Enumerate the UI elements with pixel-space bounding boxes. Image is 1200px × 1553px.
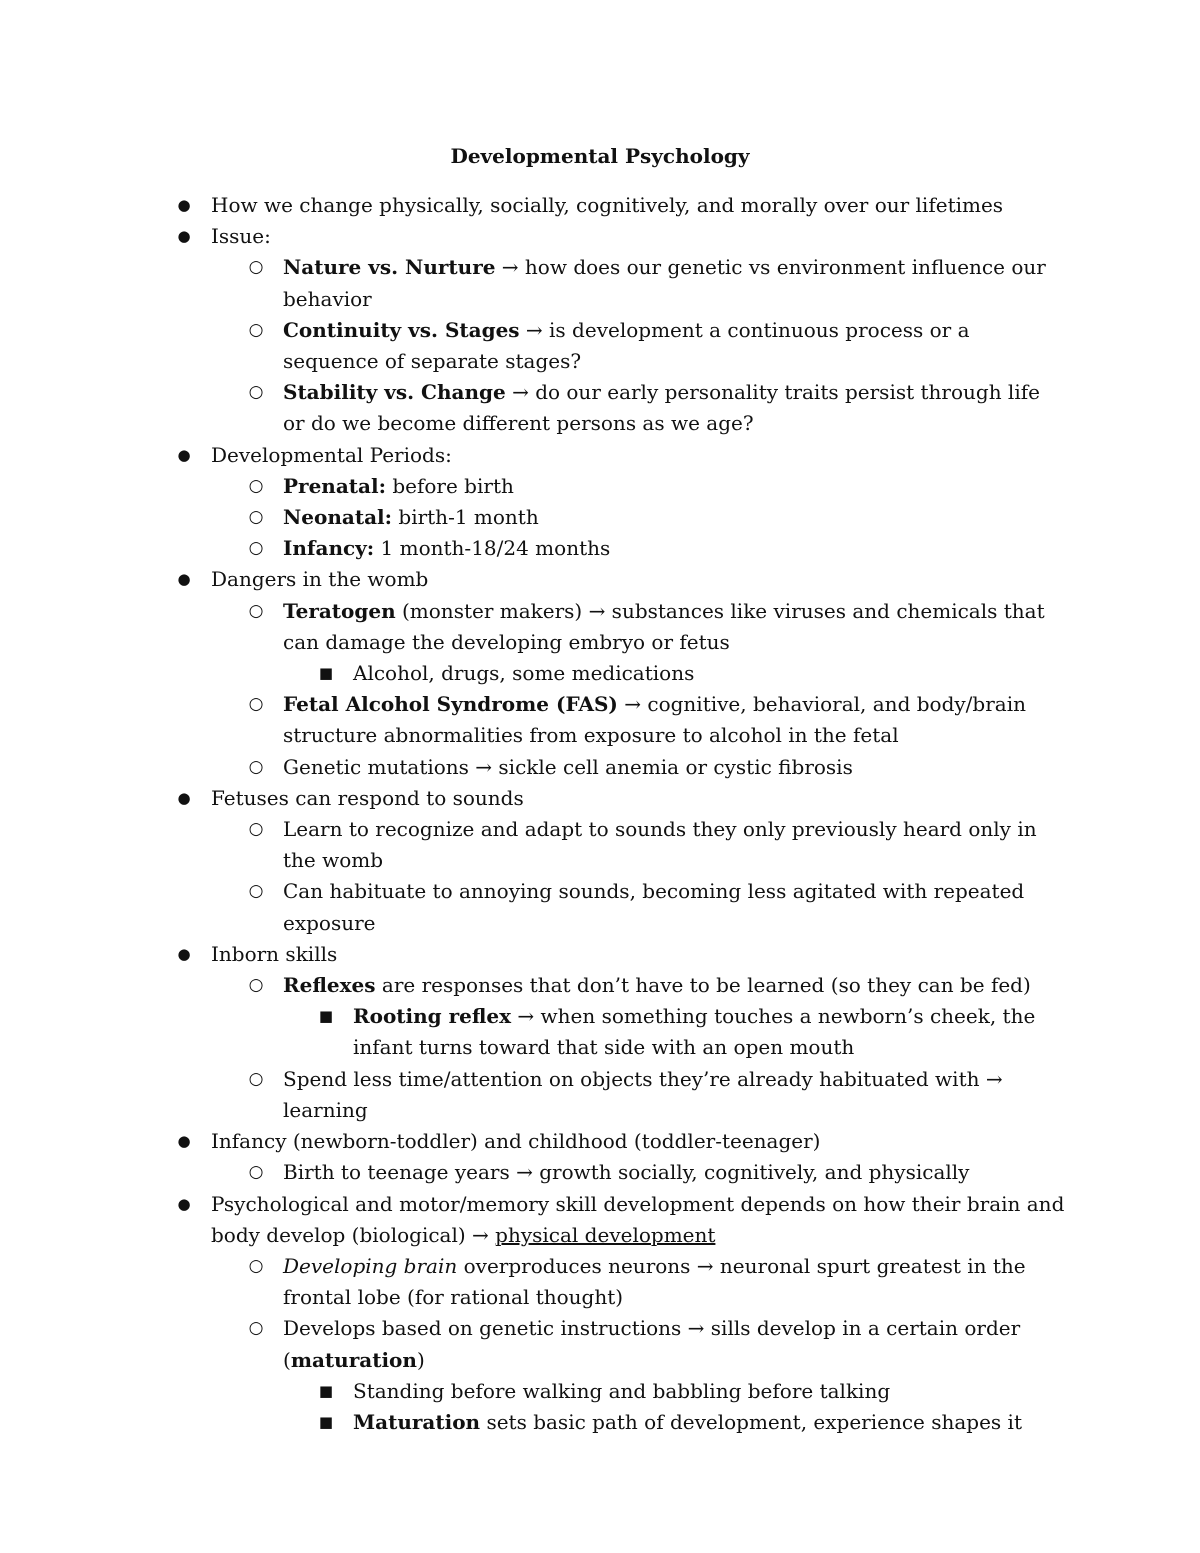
list-item: ● Infancy (newborn-toddler) and childhood (toddler-teenager) <box>0 1126 1200 1157</box>
list-item: ○ Fetal Alcohol Syndrome (FAS) → cognitive, behavioral, and body/brain structure abnormalities from exposure to alcohol in the fetal <box>0 689 1200 751</box>
bullet-hollow-icon: ○ <box>248 1162 264 1183</box>
list-item: ● Dangers in the womb <box>0 564 1200 595</box>
bullet-disc-icon: ● <box>177 788 191 807</box>
list-item: ○ Continuity vs. Stages → is development a continuous process or a sequence of separate stages? <box>0 315 1200 377</box>
bullet-hollow-icon: ○ <box>248 1068 264 1089</box>
list-item: ● Developmental Periods: <box>0 440 1200 471</box>
bullet-hollow-icon: ○ <box>248 507 264 528</box>
list-item: ● How we change physically, socially, cognitively, and morally over our lifetimes <box>0 190 1200 221</box>
bullet-hollow-icon: ○ <box>248 1318 264 1339</box>
bullet-hollow-icon: ○ <box>248 538 264 559</box>
list-item: ○ Neonatal: birth-1 month <box>0 502 1200 533</box>
bullet-hollow-icon: ○ <box>248 1255 264 1276</box>
bullet-disc-icon: ● <box>177 445 191 464</box>
list-item: ○ Nature vs. Nurture → how does our genetic vs environment influence our behavior <box>0 252 1200 314</box>
list-item: ○ Reflexes are responses that don’t have to be learned (so they can be fed) <box>0 970 1200 1001</box>
bullet-square-icon: ■ <box>318 1412 334 1431</box>
bullet-hollow-icon: ○ <box>248 319 264 340</box>
list-item: ● Psychological and motor/memory skill development depends on how their brain and body develop (biological) → physical development <box>0 1189 1200 1251</box>
bullet-square-icon: ■ <box>318 1381 334 1400</box>
list-item: ■ Alcohol, drugs, some medications <box>0 658 1200 689</box>
bullet-hollow-icon: ○ <box>248 382 264 403</box>
list-item: ○ Develops based on genetic instructions → sills develop in a certain order (maturation) <box>0 1313 1200 1375</box>
bullet-hollow-icon: ○ <box>248 475 264 496</box>
list-item: ■ Maturation sets basic path of development, experience shapes it <box>0 1407 1200 1438</box>
bullet-hollow-icon: ○ <box>248 600 264 621</box>
bullet-disc-icon: ● <box>177 1132 191 1151</box>
list-item: ○ Teratogen (monster makers) → substances like viruses and chemicals that can damage the developing embryo or fetus <box>0 596 1200 658</box>
bullet-disc-icon: ● <box>177 1194 191 1213</box>
list-item: ○ Spend less time/attention on objects they’re already habituated with → learning <box>0 1064 1200 1126</box>
list-item: ● Issue: <box>0 221 1200 252</box>
list-item: ○ Infancy: 1 month-18/24 months <box>0 533 1200 564</box>
notes-list <box>0 190 1200 1438</box>
list-item: ○ Developing brain overproduces neurons → neuronal spurt greatest in the frontal lobe (for rational thought) <box>0 1251 1200 1313</box>
list-item: ○ Birth to teenage years → growth socially, cognitively, and physically <box>0 1157 1200 1188</box>
bullet-disc-icon: ● <box>177 196 191 214</box>
list-item: ○ Genetic mutations → sickle cell anemia or cystic fibrosis <box>0 752 1200 783</box>
list-item: ● Fetuses can respond to sounds <box>0 783 1200 814</box>
list-item: ● Inborn skills <box>0 939 1200 970</box>
bullet-disc-icon: ● <box>177 944 191 963</box>
bullet-square-icon: ■ <box>318 664 334 683</box>
bullet-hollow-icon: ○ <box>248 975 264 996</box>
bullet-hollow-icon: ○ <box>248 756 264 777</box>
page-title: Developmental Psychology <box>450 144 750 168</box>
bullet-disc-icon: ● <box>177 227 191 246</box>
list-item: ■ Rooting reflex → when something touches a newborn’s cheek, the infant turns toward that side with an open mouth <box>0 1001 1200 1063</box>
bullet-hollow-icon: ○ <box>248 881 264 902</box>
bullet-hollow-icon: ○ <box>248 819 264 840</box>
list-item: ○ Can habituate to annoying sounds, becoming less agitated with repeated exposure <box>0 876 1200 938</box>
bullet-square-icon: ■ <box>318 1007 334 1026</box>
list-item: ■ Standing before walking and babbling before talking <box>0 1376 1200 1407</box>
bullet-hollow-icon: ○ <box>248 257 264 278</box>
list-item: ○ Prenatal: before birth <box>0 471 1200 502</box>
list-item: ○ Stability vs. Change → do our early personality traits persist through life or do we become different persons as we age? <box>0 377 1200 439</box>
bullet-disc-icon: ● <box>177 570 191 589</box>
list-item: ○ Learn to recognize and adapt to sounds they only previously heard only in the womb <box>0 814 1200 876</box>
bullet-hollow-icon: ○ <box>248 694 264 715</box>
